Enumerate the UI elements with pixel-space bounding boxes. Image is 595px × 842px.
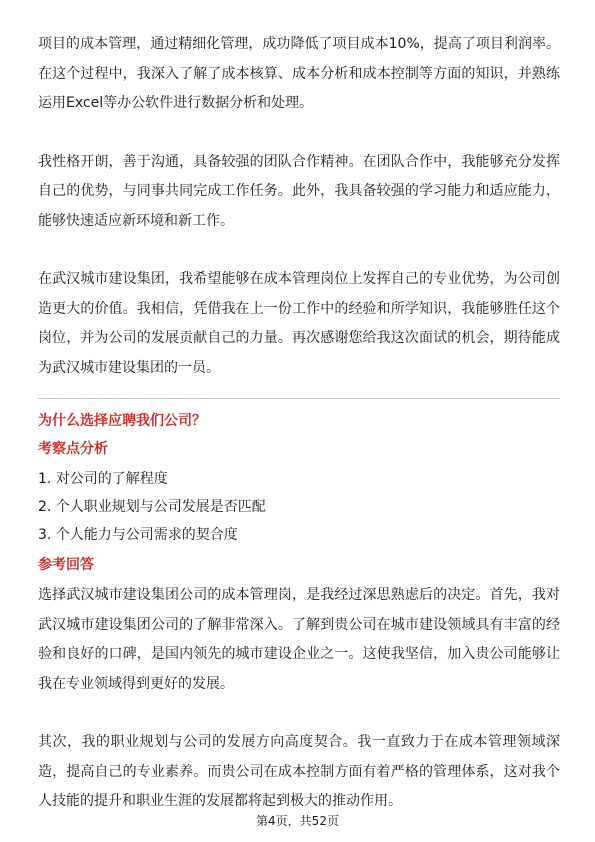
list-item: 3. 个人能力与公司需求的契合度 [38,527,238,543]
list-item: 2. 个人职业规划与公司发展是否匹配 [38,499,266,515]
points-list [38,465,560,549]
paragraph-gap [38,119,560,148]
document-page [38,30,560,817]
intro-paragraph-3: 在武汉城市建设集团，我希望能够在成本管理岗位上发挥自己的专业优势，为公司创造更大的价值。我相信，凭借我在上一份工作中的经验和所学知识，我能够胜任这个岗位，并为公司的发展贡献自己的力量。再次感谢您给我这次面试的机会，期待能成为武汉城市建设集团的一员。 [38,271,560,376]
answer-paragraph-1: 选择武汉城市建设集团公司的成本管理岗，是我经过深思熟虑后的决定。首先，我对武汉城市建设集团公司的了解非常深入。了解到贵公司在城市建设领域具有丰富的经验和良好的口碑，是国内领先的城市建设企业之一。这使我坚信，加入贵公司能够让我在专业领域得到更好的发展。 [38,587,560,692]
list-item: 1. 对公司的了解程度 [38,471,168,487]
section-divider [38,398,560,399]
paragraph-gap [38,699,560,728]
intro-paragraph-1: 项目的成本管理，通过精细化管理，成功降低了项目成本10%，提高了项目利润率。在这个过程中，我深入了解了成本核算、成本分析和成本控制等方面的知识，并熟练运用Excel等办公软件进行数据分析和处理。 [38,36,560,111]
question-title: 为什么选择应聘我们公司？ [38,413,206,429]
intro-paragraph-2: 我性格开朗，善于沟通，具备较强的团队合作精神。在团队合作中，我能够充分发挥自己的优势，与同事共同完成工作任务。此外，我具备较强的学习能力和适应能力，能够快速适应新环境和新工作。 [38,153,560,229]
paragraph-gap [38,236,560,265]
answer-paragraph-2: 其次，我的职业规划与公司的发展方向高度契合。我一直致力于在成本管理领域深造，提高自己的专业素养。而贵公司在成本控制方面有着严格的管理体系，这对我个人技能的提升和职业生涯的发展都将起到极大的推动作用。 [38,734,560,809]
page-number: 第4页，共52页 [256,814,339,828]
points-heading: 考察点分析 [38,441,108,457]
answer-heading: 参考回答 [38,557,94,573]
